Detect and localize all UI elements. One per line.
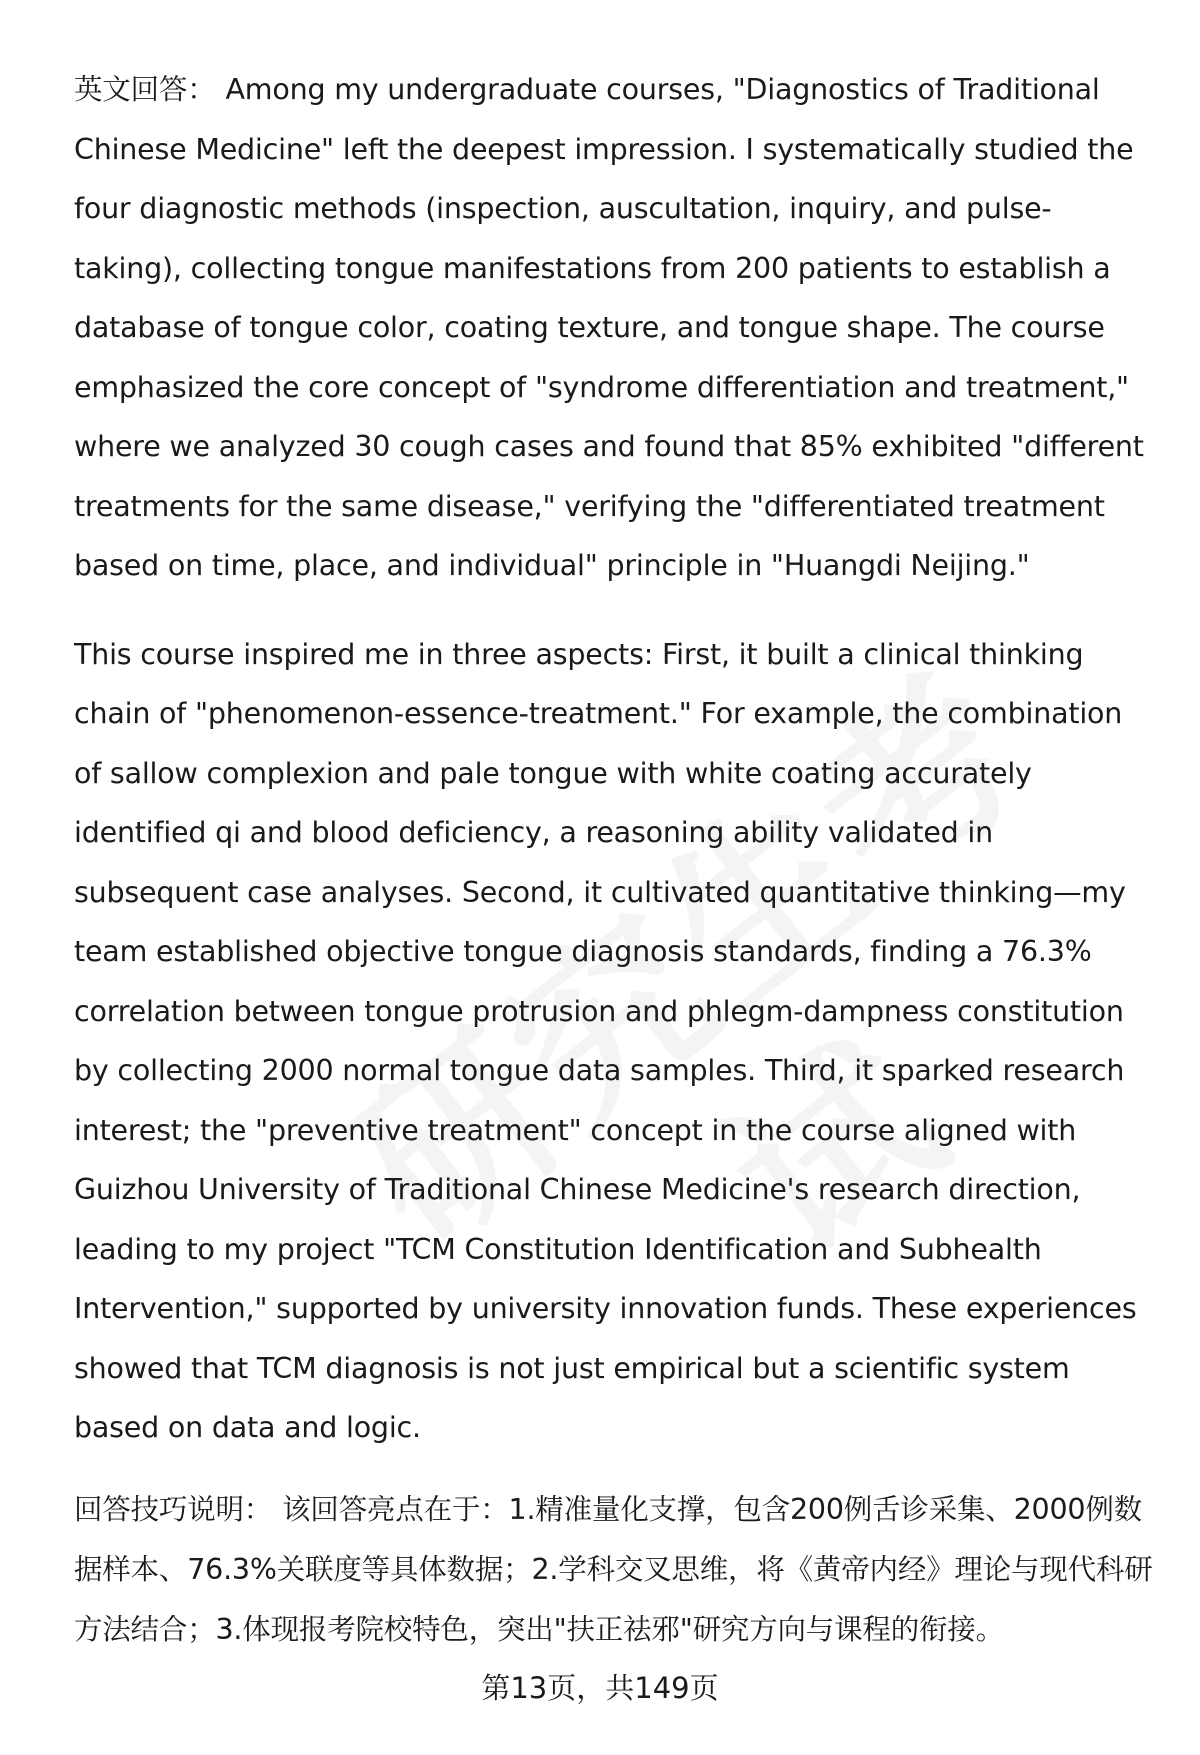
page-number: 第13页，共149页 xyxy=(481,1671,719,1705)
answer-paragraph-1 xyxy=(74,60,1154,596)
document-body xyxy=(74,60,1154,1487)
answer-text-1: Among my undergraduate courses, "Diagnostics of Traditional Chinese Medicine" left the deepest impression. I systematically studied the four diagnostic methods (inspection, auscultation, inquiry, and pulse-taking), collecting tongue manifestations from 200 patients to establish a database of tongue color, coating texture, and tongue shape. The course emphasized the core concept of "syndrome differentiation and treatment," where we analyzed 30 cough cases and found that 85% exhibited "different treatments for the same disease," verifying the "differentiated treatment based on time, place, and individual" principle in "Huangdi Neijing." xyxy=(74,73,1144,582)
answer-paragraph-2 xyxy=(74,625,1154,1458)
tips-text: 该回答亮点在于：1.精准量化支撑，包含200例舌诊采集、2000例数据样本、76.3%关联度等具体数据；2.学科交叉思维，将《黄帝内经》理论与现代科研方法结合；3.体现报考院校特色，突出"扶正祛邪"研究方向与课程的衔接。 xyxy=(74,1493,1153,1646)
tips-label: 回答技巧说明： xyxy=(74,1493,273,1526)
answer-label: 英文回答： xyxy=(74,73,216,106)
answer-tips xyxy=(74,1480,1154,1660)
answer-text-2: This course inspired me in three aspects: First, it built a clinical thinking chain of "phenomenon-essence-treatment." For example, the combination of sallow complexion and pale tongue with white coating accurately identified qi and blood deficiency, a reasoning ability validated in subsequent case analyses. Second, it cultivated quantitative thinking—my team established objective tongue diagnosis standards, finding a 76.3% correlation between tongue protrusion and phlegm-dampness constitution by collecting 2000 normal tongue data samples. Third, it sparked research interest; the "preventive treatment" concept in the course aligned with Guizhou University of Traditional Chinese Medicine's research direction, leading to my project "TCM Constitution Identification and Subhealth Intervention," supported by university innovation funds. These experiences showed that TCM diagnosis is not just empirical but a scientific system based on data and logic. xyxy=(74,637,1137,1444)
